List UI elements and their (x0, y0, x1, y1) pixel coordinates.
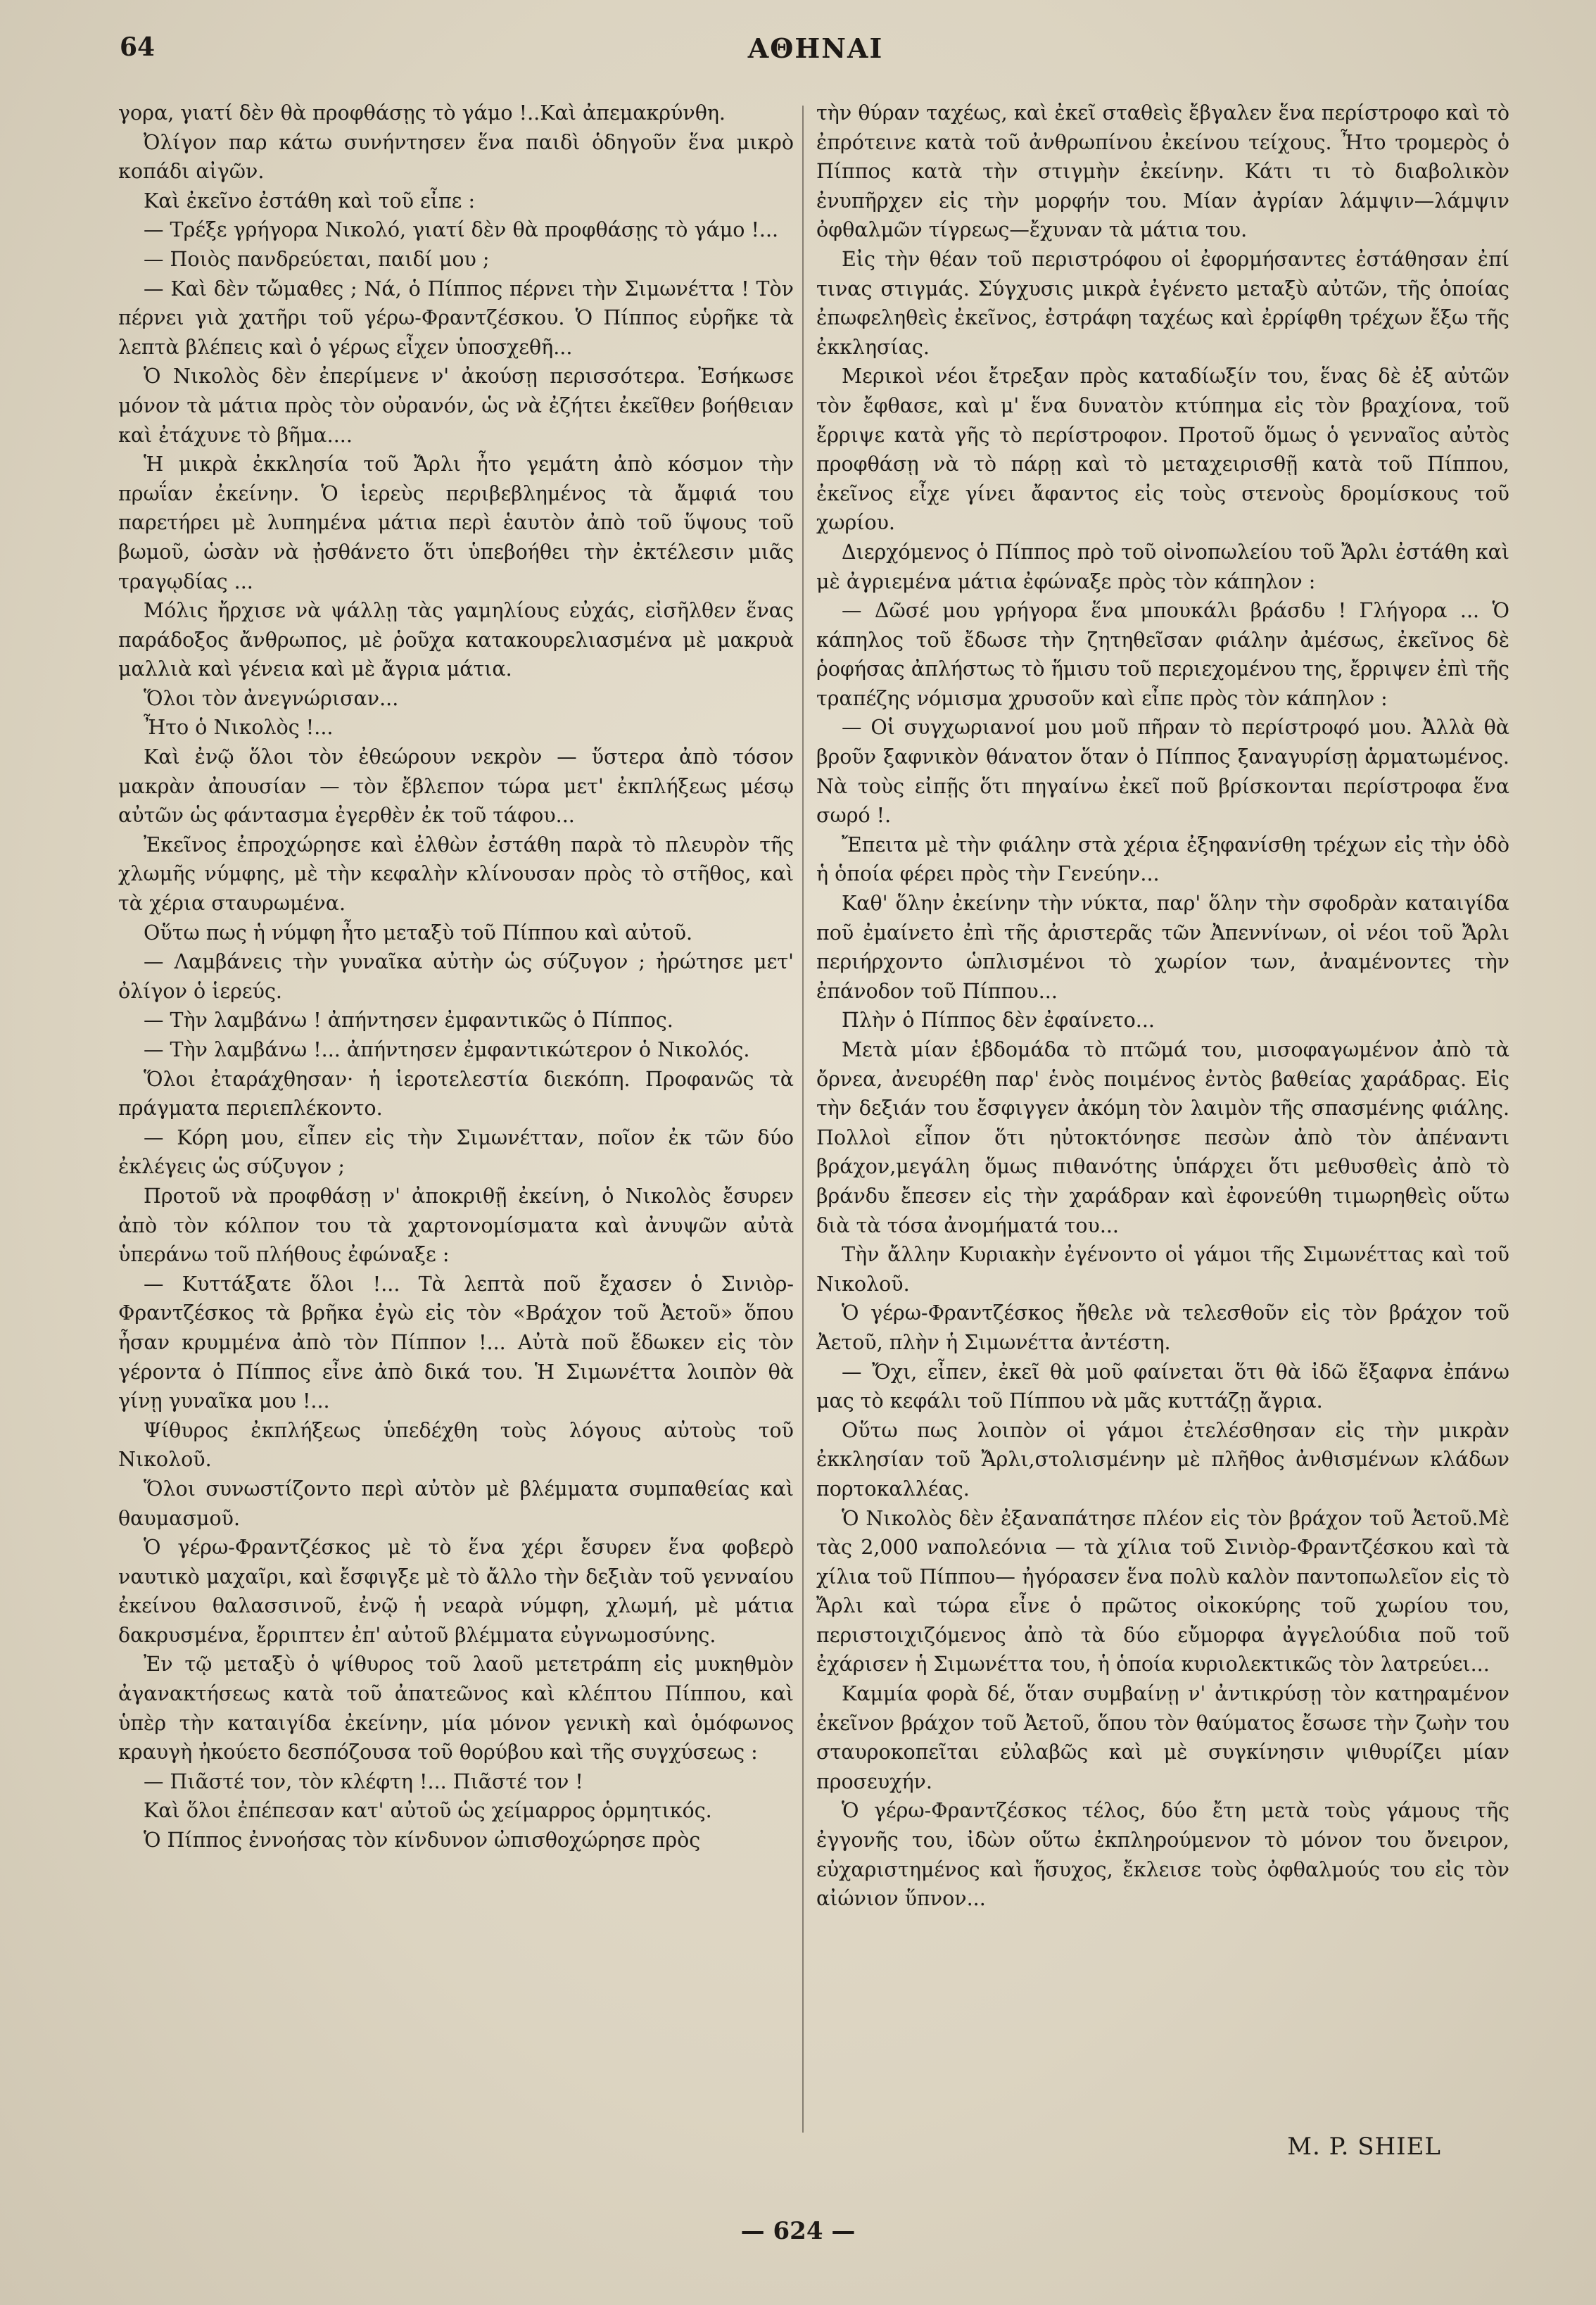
paragraph: Ἦτο ὁ Νικολὸς !... (144, 716, 334, 740)
paragraph: Μερικοὶ νέοι ἔτρεξαν πρὸς καταδίωξίν του, ἕνας δὲ ἐξ αὐτῶν τὸν ἔφθασε, καὶ μ' ἕνα δυνατὸν κτύπημα εἰς τὸν βραχίονα, τοῦ ἔρριψε κατὰ γῆς τὸ περίστροφον. Προτοῦ ὅμως ὁ γενναῖος αὐτὸς προφθάσῃ νὰ τὸ πάρῃ καὶ τὸ μεταχειρισθῇ κατὰ τοῦ Πίππου, ἐκεῖνος εἶχε γίνει ἄφαντος εἰς τοὺς στενοὺς δρομίσκους τοῦ χωρίου. (816, 365, 1509, 535)
paragraph: Ὁ Νικολὸς δὲν ἐπερίμενε ν' ἀκούσῃ περισσότερα. Ἐσήκωσε μόνον τὰ μάτια πρὸς τὸν οὐρανόν, ὡς νὰ ἐζήτει ἐκεῖθεν βοήθειαν καὶ ἐτάχυνε τὸ βῆμα.... (118, 365, 794, 447)
paragraph: — Οἱ συγχωριανοί μου μοῦ πῆραν τὸ περίστροφό μου. Ἀλλὰ θὰ βροῦν ξαφνικὸν θάνατον ὅταν ὁ Πίππος ξαναγυρίσῃ ἁρματωμένος. Νὰ τοὺς εἰπῇς ὅτι πηγαίνω ἐκεῖ ποῦ βρίσκονται περίστροφα ἕνα σωρό !. (816, 716, 1509, 828)
paragraph: Ὁ γέρω-Φραντζέσκος τέλος, δύο ἔτη μετὰ τοὺς γάμους τῆς ἐγγονῆς του, ἰδὼν οὕτω ἐκπληρούμενον τὸ μόνον του ὄνειρον, εὐχαριστημένος καὶ ἥσυχος, ἔκλεισε τοὺς ὀφθαλμούς του εἰς τὸν αἰώνιον ὕπνον... (816, 1799, 1509, 1911)
paragraph: Οὕτω πως λοιπὸν οἱ γάμοι ἐτελέσθησαν εἰς τὴν μικρὰν ἐκκλησίαν τοῦ Ἄρλι,στολισμένην μὲ πλῆθος ἀνθισμένων κλάδων πορτοκαλλέας. (816, 1418, 1509, 1501)
page-header (113, 20, 1519, 83)
paragraph: Ὁ Νικολὸς δὲν ἐξαναπάτησε πλέον εἰς τὸν βράχον τοῦ Ἀετοῦ.Μὲ τὰς 2,000 ναπολεόνια — τὰ χίλια τοῦ Σινιὸρ-Φραντζέσκου καὶ τὰ χίλια τοῦ Πίππου— ἠγόρασεν ἕνα πολὺ καλὸν παντοπωλεῖον εἰς τὸ Ἄρλι καὶ τώρα εἶνε ὁ πρῶτος οἰκοκύρης τοῦ χωρίου του, περιστοιχιζόμενος ἀπὸ τὰ δύο εὔμορφα ἀγγελούδια ποῦ τοῦ ἐχάρισεν ἡ Σιμωνέττα του, ἡ ὁποία κυριολεκτικῶς τὸν λατρεύει... (816, 1506, 1509, 1676)
paragraph: — Τρέξε γρήγορα Νικολό, γιατί δὲν θὰ προφθάσῃς τὸ γάμο !... (144, 218, 779, 242)
paragraph: — Κόρη μου, εἶπεν εἰς τὴν Σιμωνέτταν, ποῖον ἐκ τῶν δύο ἐκλέγεις ὡς σύζυγον ; (118, 1125, 794, 1179)
paragraph: Καμμία φορὰ δέ, ὅταν συμβαίνῃ ν' ἀντικρύσῃ τὸν κατηραμένον ἐκεῖνον βράχον τοῦ Ἀετοῦ, ὅπου τὸν θαύματος ἔσωσε τὴν ζωὴν του σταυροκοπεῖται εὐλαβῶς καὶ μὲ συγκίνησιν ψιθυρίζει μίαν προσευχήν. (816, 1682, 1509, 1793)
paragraph: — Πιᾶστέ τον, τὸν κλέφτη !... Πιᾶστέ τον ! (144, 1769, 583, 1793)
paragraph: Οὕτω πως ἡ νύμφη ἦτο μεταξὺ τοῦ Πίππου καὶ αὐτοῦ. (144, 921, 693, 945)
paragraph: Καὶ ὅλοι ἐπέπεσαν κατ' αὐτοῦ ὡς χείμαρρος ὁρμητικός. (144, 1799, 712, 1823)
column-divider (802, 106, 804, 2133)
paragraph: Εἰς τὴν θέαν τοῦ περιστρόφου οἱ ἐφορμήσαντες ἐστάθησαν ἐπί τινας στιγμάς. Σύγχυσις μικρὰ ἐγένετο μεταξὺ αὐτῶν, τῆς ὁποίας ἐπωφεληθεὶς ἐκεῖνος, ἐστράφη ταχέως καὶ ἐρρίφθη τρέχων ἔξω τῆς ἐκκλησίας. (816, 247, 1509, 359)
paragraph: Ὅλοι συνωστίζοντο περὶ αὐτὸν μὲ βλέμματα συμπαθείας καὶ θαυμασμοῦ. (118, 1477, 794, 1530)
paragraph: γορα, γιατί δὲν θὰ προφθάσῃς τὸ γάμο !..Καὶ ἀπεμακρύνθη. (118, 101, 726, 125)
page-footer-number: — 624 — (740, 2217, 856, 2245)
paragraph: Μετὰ μίαν ἑβδομάδα τὸ πτῶμά του, μισοφαγωμένον ἀπὸ τὰ ὄρνεα, ἀνευρέθη παρ' ἑνὸς ποιμένος ἐντὸς βαθείας χαράδρας. Εἰς τὴν δεξιάν του ἔσφιγγεν ἀκόμη τὸν λαιμὸν τῆς σπασμένης φιάλης. Πολλοὶ εἶπον ὅτι ηὐτοκτόνησε πεσὼν ἀπὸ τὸν ἀπέναντι βράχον,μεγάλη ὅμως πιθανότης ὑπάρχει ὅτι μεθυσθεὶς ἀπὸ τὸ βράνδυ ἔπεσεν εἰς τὴν χαράδραν καὶ ἐφονεύθη τιμωρηθεὶς οὕτω διὰ τὰ τόσα ἀνομήματά του... (816, 1038, 1509, 1237)
paragraph: Καὶ ἐκεῖνο ἐστάθη καὶ τοῦ εἶπε : (144, 189, 476, 213)
paragraph: — Δῶσέ μου γρήγορα ἕνα μπουκάλι βράσδυ ! Γλήγορα ... Ὁ κάπηλος τοῦ ἔδωσε τὴν ζητηθεῖσαν φιάλην ἀμέσως, ἐκεῖνος δὲ ῥοφήσας ἀπλήστως τὸ ἥμισυ τοῦ περιεχομένου της, ἔρριψεν ἐπὶ τῆς τραπέζης νόμισμα χρυσοῦν καὶ εἶπε πρὸς τὸν κάπηλον : (816, 599, 1509, 710)
author-signature: M. P. SHIEL (1287, 2133, 1441, 2161)
paragraph: Ὅλοι τὸν ἀνεγνώρισαν... (144, 686, 399, 710)
paragraph: — Ὄχι, εἶπεν, ἐκεῖ θὰ μοῦ φαίνεται ὅτι θὰ ἰδῶ ἔξαφνα ἐπάνω μας τὸ κεφάλι τοῦ Πίππου νὰ μᾶς κυττάζῃ ἄγρια. (816, 1360, 1509, 1413)
paragraph: Μόλις ἤρχισε νὰ ψάλλῃ τὰς γαμηλίους εὐχάς, εἰσῆλθεν ἕνας παράδοξος ἄνθρωπος, μὲ ῥοῦχα κατακουρελιασμένα μὲ μακρυὰ μαλλιὰ καὶ γένεια καὶ μὲ ἄγρια μάτια. (118, 599, 794, 681)
paragraph: Καὶ ἐνῷ ὅλοι τὸν ἐθεώρουν νεκρὸν — ὕστερα ἀπὸ τόσον μακρὰν ἀπουσίαν — τὸν ἔβλεπον τώρα μετ' ἐκπλήξεως μέσῳ αὐτῶν ὡς φάντασμα ἐγερθὲν ἐκ τοῦ τάφου... (118, 745, 794, 828)
paragraph: Τὴν ἄλλην Κυριακὴν ἐγένοντο οἱ γάμοι τῆς Σιμωνέττας καὶ τοῦ Νικολοῦ. (816, 1243, 1509, 1296)
paragraph: Πλὴν ὁ Πίππος δὲν ἐφαίνετο... (842, 1009, 1155, 1032)
paragraph: τὴν θύραν ταχέως, καὶ ἐκεῖ σταθεὶς ἔβγαλεν ἕνα περίστροφο καὶ τὸ ἐπρότεινε κατὰ τοῦ ἀνθρωπίνου ἐκείνου τείχους. Ἦτο τρομερὸς ὁ Πίππος κατὰ τὴν στιγμὴν ἐκείνην. Κάτι τι τὸ διαβολικὸν ἐνυπῆρχεν εἰς τὴν μορφήν του. Μίαν ἀγρίαν λάμψιν—λάμψιν ὀφθαλμῶν τίγρεως—ἔχυναν τὰ μάτια του. (816, 101, 1509, 242)
paragraph: Ἡ μικρὰ ἐκκλησία τοῦ Ἄρλι ἦτο γεμάτη ἀπὸ κόσμον τὴν πρωΐαν ἐκείνην. Ὁ ἱερεὺς περιβεβλημένος τὰ ἄμφιά του παρετήρει μὲ λυπημένα μάτια περὶ ἑαυτὸν ἀπὸ τοῦ ὕψους τοῦ βωμοῦ, ὡσὰν νὰ ᾐσθάνετο ὅτι ὑπεβοήθει τὴν ἐκτέλεσιν μιᾶς τραγῳδίας ... (118, 453, 794, 593)
paragraph: Ὅλοι ἐταράχθησαν· ἡ ἱεροτελεστία διεκόπη. Προφανῶς τὰ πράγματα περιεπλέκοντο. (118, 1067, 794, 1120)
paragraph: — Κυττάξατε ὅλοι !... Τὰ λεπτὰ ποῦ ἔχασεν ὁ Σινιὸρ-Φραντζέσκος τὰ βρῆκα ἐγὼ εἰς τὸν «Βράχον τοῦ Ἀετοῦ» ὅπου ἦσαν κρυμμένα ἀπὸ τὸν Πίππον !... Αὐτὰ ποῦ ἔδωκεν εἰς τὸν γέροντα ὁ Πίππος εἶνε ἀπὸ δικά του. Ἡ Σιμωνέττα λοιπὸν θὰ γίνῃ γυναῖκα μου !... (118, 1272, 794, 1413)
paragraph: Ψίθυρος ἐκπλήξεως ὑπεδέχθη τοὺς λόγους αὐτοὺς τοῦ Νικολοῦ. (118, 1418, 794, 1472)
paragraph: — Ποιὸς πανδρεύεται, παιδί μου ; (144, 247, 490, 271)
paragraph: — Τὴν λαμβάνω ! ἀπήντησεν ἐμφαντικῶς ὁ Πίππος. (144, 1009, 673, 1032)
paragraph: Προτοῦ νὰ προφθάσῃ ν' ἀποκριθῇ ἐκείνη, ὁ Νικολὸς ἔσυρεν ἀπὸ τὸν κόλπον του τὰ χαρτονομίσματα καὶ ἀνυψῶν αὐτὰ ὑπεράνω τοῦ πλήθους ἐφώναξε : (118, 1184, 794, 1267)
paragraph: Ἔπειτα μὲ τὴν φιάλην στὰ χέρια ἐξηφανίσθη τρέχων εἰς τὴν ὁδὸ ἡ ὁποία φέρει πρὸς τὴν Γενεύην... (816, 833, 1509, 886)
paragraph: Ὁ γέρω-Φραντζέσκος ἤθελε νὰ τελεσθοῦν εἰς τὸν βράχον τοῦ Ἀετοῦ, πλὴν ἡ Σιμωνέττα ἀντέστη. (816, 1301, 1509, 1354)
paragraph: — Καὶ δὲν τὤμαθες ; Νά, ὁ Πίππος πέρνει τὴν Σιμωνέττα ! Τὸν πέρνει γιὰ χατῆρι τοῦ γέρω-Φραντζέσκου. Ὁ Πίππος εὑρῆκε τὰ λεπτὰ βλέπεις καὶ ὁ γέρως εἶχεν ὑποσχεθῆ... (118, 277, 794, 359)
paragraph: — Τὴν λαμβάνω !... ἀπήντησεν ἐμφαντικώτερον ὁ Νικολός. (144, 1038, 750, 1061)
paragraph: Ἐν τῷ μεταξὺ ὁ ψίθυρος τοῦ λαοῦ μετετράπη εἰς μυκηθμὸν ἀγανακτήσεως κατὰ τοῦ ἀπατεῶνος καὶ κλέπτου Πίππου, καὶ ὑπὲρ τὴν καταιγίδα ἐκείνην, μία μόνον γενικὴ καὶ ὁμόφωνος κραυγὴ ἠκούετο δεσπόζουσα τοῦ θορύβου καὶ τῆς συγχύσεως : (118, 1653, 794, 1764)
paragraph: Ὀλίγον παρ κάτω συνήντησεν ἕνα παιδὶ ὁδηγοῦν ἕνα μικρὸ κοπάδι αἰγῶν. (118, 130, 794, 184)
right-column (816, 99, 1509, 2147)
paragraph: Ἐκεῖνος ἐπροχώρησε καὶ ἐλθὼν ἐστάθη παρὰ τὸ πλευρὸν τῆς χλωμῆς νύμφης, μὲ τὴν κεφαλὴν κλίνουσαν πρὸς τὸ στῆθος, καὶ τὰ χέρια σταυρωμένα. (118, 833, 794, 916)
running-title: ΑΘΗΝΑΙ (747, 32, 884, 64)
paragraph: Καθ' ὅλην ἐκείνην τὴν νύκτα, παρ' ὅλην τὴν σφοδρὰν καταιγίδα ποῦ ἐμαίνετο ἐπὶ τῆς ἀριστερᾶς τῶν Ἀπεννίνων, οἱ νέοι τοῦ Ἄρλι περιήρχοντο ὡπλισμένοι τὸ χωρίον των, ἀναμένοντες τὴν ἐπάνοδον τοῦ Πίππου... (816, 892, 1509, 1003)
left-column (118, 99, 794, 2147)
page-number: 64 (120, 32, 156, 62)
paragraph: Διερχόμενος ὁ Πίππος πρὸ τοῦ οἰνοπωλείου τοῦ Ἄρλι ἐστάθη καὶ μὲ ἀγριεμένα μάτια ἐφώναξε πρὸς τὸν κάπηλον : (816, 540, 1509, 593)
paragraph: — Λαμβάνεις τὴν γυναῖκα αὐτὴν ὡς σύζυγον ; ἠρώτησε μετ' ὀλίγον ὁ ἱερεύς. (118, 950, 794, 1003)
paragraph: Ὁ γέρω-Φραντζέσκος μὲ τὸ ἕνα χέρι ἔσυρεν ἕνα φοβερὸ ναυτικὸ μαχαῖρι, καὶ ἔσφιγξε μὲ τὸ ἄλλο τὴν δεξιὰν τοῦ γενναίου ἐκείνου θαλασσινοῦ, ἐνῷ ἡ νεαρὰ νύμφη, χλωμή, μὲ μάτια δακρυσμένα, ἔρριπτεν ἐπ' αὐτοῦ βλέμματα εὐγνωμοσύνης. (118, 1536, 794, 1647)
paragraph: Ὁ Πίππος ἐννοήσας τὸν κίνδυνον ὠπισθοχώρησε πρὸς (144, 1829, 701, 1852)
